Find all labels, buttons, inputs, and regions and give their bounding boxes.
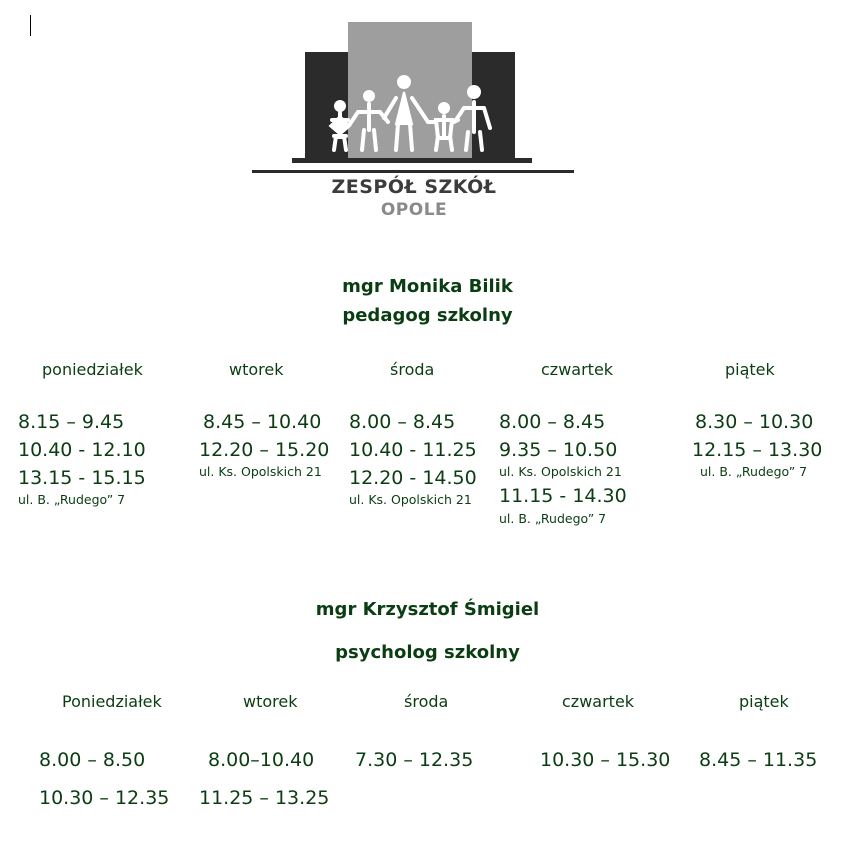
pedagog-thu-slot-1: 8.00 – 8.45 bbox=[499, 411, 606, 433]
pedagog-fri-slot-2: 12.15 – 13.30 bbox=[692, 439, 823, 461]
pedagog-tue-address: ul. Ks. Opolskich 21 bbox=[199, 464, 322, 479]
psycholog-mon-slot-2: 10.30 – 12.35 bbox=[39, 787, 170, 809]
psycholog-day-monday: Poniedziałek bbox=[62, 692, 162, 711]
psycholog-day-wednesday: środa bbox=[404, 692, 449, 711]
pedagog-name: mgr Monika Bilik bbox=[342, 276, 513, 297]
psycholog-tue-slot-1: 8.00–10.40 bbox=[208, 749, 315, 771]
pedagog-mon-slot-1: 8.15 – 9.45 bbox=[18, 411, 125, 433]
pedagog-mon-slot-2: 10.40 - 12.10 bbox=[18, 439, 146, 461]
pedagog-thu-address-1: ul. Ks. Opolskich 21 bbox=[499, 464, 622, 479]
pedagog-thu-slot-3: 11.15 - 14.30 bbox=[499, 485, 627, 507]
pedagog-day-wednesday: środa bbox=[390, 360, 435, 379]
pedagog-day-friday: piątek bbox=[725, 360, 775, 379]
psycholog-day-friday: piątek bbox=[739, 692, 789, 711]
psycholog-name: mgr Krzysztof Śmigiel bbox=[315, 599, 540, 620]
logo-text-city: OPOLE bbox=[380, 200, 448, 220]
psycholog-wed-slot-1: 7.30 – 12.35 bbox=[355, 749, 474, 771]
pedagog-tue-slot-1: 8.45 – 10.40 bbox=[203, 411, 322, 433]
pedagog-wed-slot-2: 10.40 - 11.25 bbox=[349, 439, 477, 461]
pedagog-day-thursday: czwartek bbox=[541, 360, 614, 379]
psycholog-role: psycholog szkolny bbox=[335, 642, 520, 663]
pedagog-role: pedagog szkolny bbox=[342, 305, 513, 326]
psycholog-thu-slot-1: 10.30 – 15.30 bbox=[540, 749, 671, 771]
pedagog-wed-slot-1: 8.00 – 8.45 bbox=[349, 411, 456, 433]
pedagog-mon-address: ul. B. „Rudego” 7 bbox=[18, 492, 126, 507]
text-cursor bbox=[30, 15, 31, 36]
pedagog-day-tuesday: wtorek bbox=[229, 360, 284, 379]
pedagog-thu-address-2: ul. B. „Rudego” 7 bbox=[499, 511, 607, 526]
psycholog-day-thursday: czwartek bbox=[562, 692, 635, 711]
pedagog-wed-slot-3: 12.20 - 14.50 bbox=[349, 467, 477, 489]
psycholog-mon-slot-1: 8.00 – 8.50 bbox=[39, 749, 146, 771]
pedagog-tue-slot-2: 12.20 – 15.20 bbox=[199, 439, 330, 461]
psycholog-fri-slot-1: 8.45 – 11.35 bbox=[699, 749, 818, 771]
pedagog-fri-address: ul. B. „Rudego” 7 bbox=[700, 464, 808, 479]
pedagog-day-monday: poniedziałek bbox=[42, 360, 143, 379]
logo-text-school: ZESPÓŁ SZKÓŁ bbox=[331, 176, 497, 198]
pedagog-mon-slot-3: 13.15 - 15.15 bbox=[18, 467, 146, 489]
psycholog-tue-slot-2: 11.25 – 13.25 bbox=[199, 787, 330, 809]
pedagog-wed-address: ul. Ks. Opolskich 21 bbox=[349, 492, 472, 507]
psycholog-day-tuesday: wtorek bbox=[243, 692, 298, 711]
pedagog-thu-slot-2: 9.35 – 10.50 bbox=[499, 439, 618, 461]
pedagog-fri-slot-1: 8.30 – 10.30 bbox=[695, 411, 814, 433]
